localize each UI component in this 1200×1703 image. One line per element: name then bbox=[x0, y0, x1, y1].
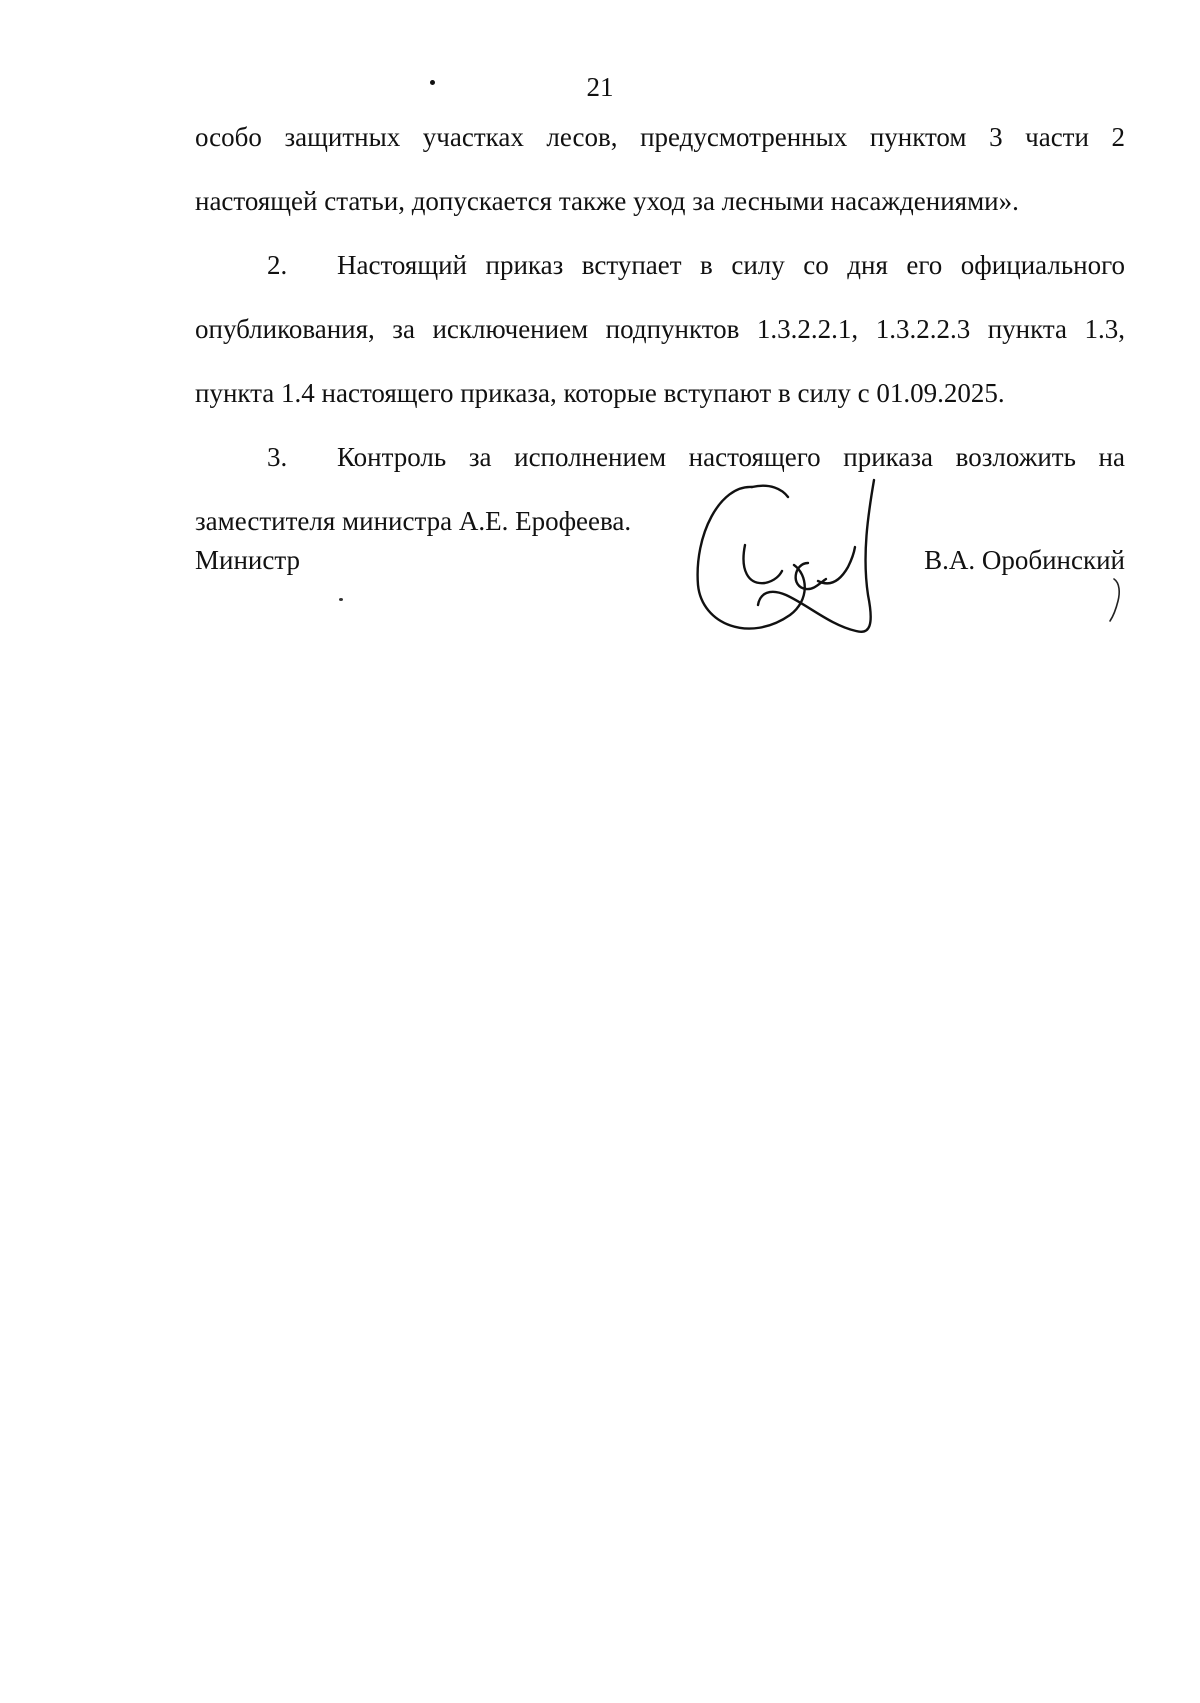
handwritten-signature bbox=[690, 475, 900, 640]
signer-position: Министр bbox=[195, 545, 300, 575]
signer-name: В.А. Оробинский bbox=[924, 545, 1125, 575]
signature-tail-mark bbox=[1108, 575, 1128, 625]
item-2-text: Настоящий приказ вступает в силу со дня его официального опубликования, за исключением подпунктов 1.3.2.2.1, 1.3.2.2.3 пункта 1.3, пункта 1.4 настоящего приказа, которые вступают в силу с 01.09.2025. bbox=[195, 250, 1125, 408]
document-body bbox=[195, 105, 1125, 553]
paragraph-item-3 bbox=[195, 425, 1125, 553]
item-3-text: Контроль за исполнением настоящего приказа возложить на заместителя министра А.Е. Ерофеева. bbox=[195, 442, 1125, 536]
page-number: 21 bbox=[586, 72, 614, 102]
item-3-number: 3. bbox=[267, 442, 288, 472]
signature-block bbox=[195, 540, 1125, 580]
paragraph-continuation: особо защитных участках лесов, предусмотренных пунктом 3 части 2 настоящей статьи, допускается также уход за лесными насаждениями». bbox=[195, 122, 1125, 216]
paragraph-item-2 bbox=[195, 233, 1125, 425]
item-2-number: 2. bbox=[267, 250, 288, 280]
scan-speck-2 bbox=[339, 598, 343, 601]
